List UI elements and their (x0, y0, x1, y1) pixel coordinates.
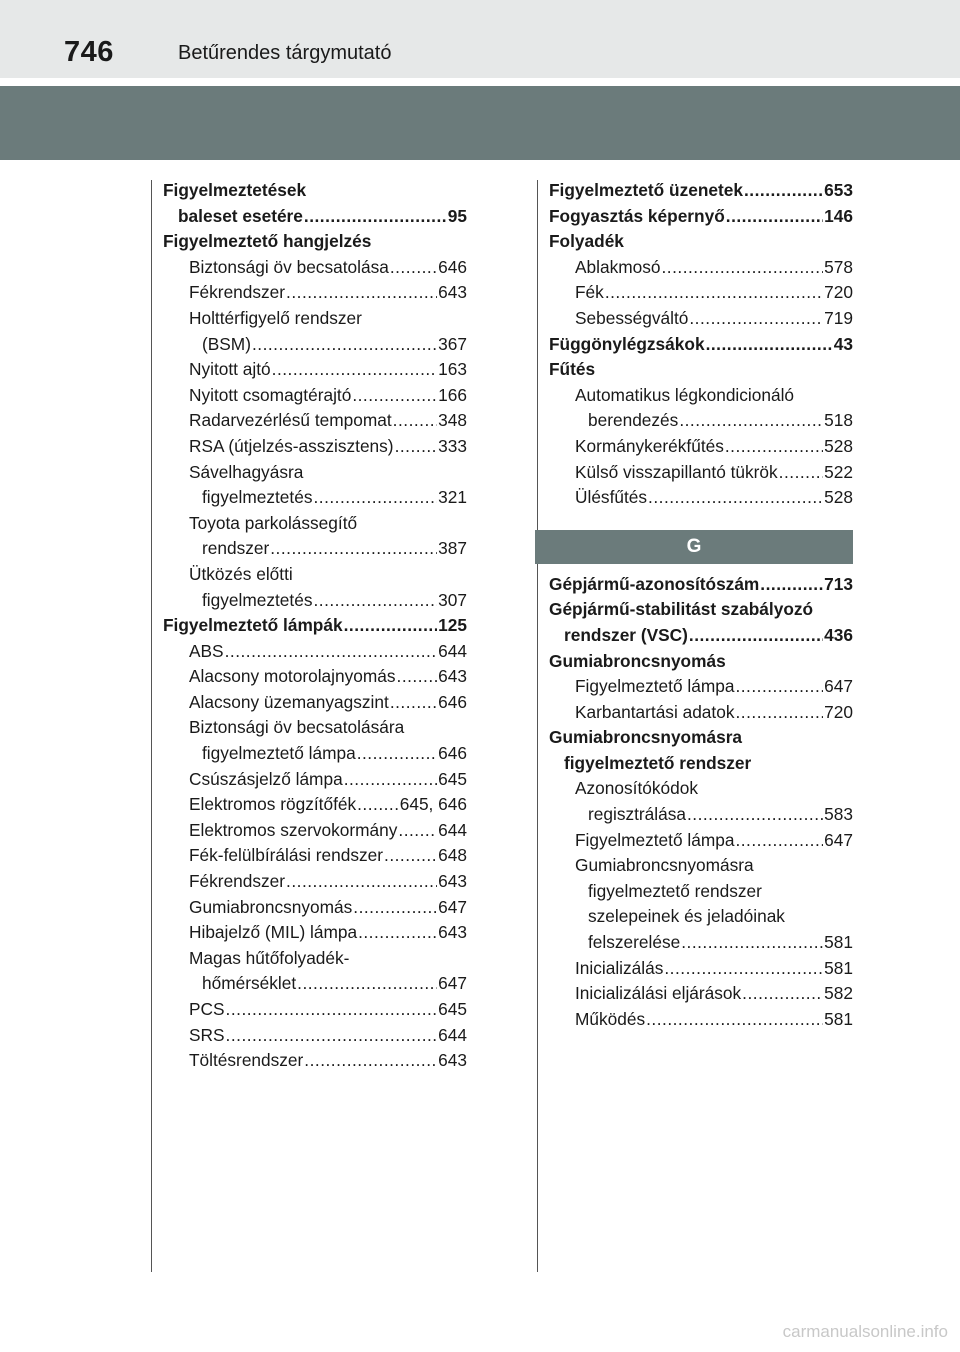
index-entry-term: Magas hűtőfolyadék- (189, 947, 350, 968)
index-entry-page: 578 (824, 256, 853, 277)
index-entry-term: Sebességváltó (575, 307, 689, 328)
index-entry-page: 653 (824, 180, 853, 200)
index-entry (163, 204, 467, 230)
index-entry-page: 95 (447, 205, 467, 226)
index-entry-term: Elektromos szervokormány (189, 819, 398, 840)
dot-leader (646, 1007, 823, 1033)
index-entry-term: Karbantartási adatok (575, 701, 735, 722)
index-entry-term: figyelmeztető rendszer (564, 752, 752, 773)
index-entry-term: Gépjármű-azonosítószám (549, 573, 760, 594)
index-entry-term: Automatikus légkondicionáló (575, 384, 795, 405)
index-entry (163, 588, 467, 614)
index-entry-term: Biztonsági öv becsatolására (189, 717, 405, 738)
index-list-g (549, 572, 853, 1033)
index-entry (163, 971, 467, 997)
index-entry-page: 518 (824, 410, 853, 431)
index-entry (163, 843, 467, 869)
index-entry-term: Sávelhagyásra (189, 461, 304, 482)
index-column-left (163, 178, 467, 1074)
index-entry-term: Figyelmeztetések (163, 180, 307, 200)
dot-leader (304, 1048, 437, 1074)
index-entry (549, 434, 853, 460)
index-entry (549, 178, 853, 204)
dot-leader (390, 255, 437, 281)
index-entry-term: figyelmeztetés (202, 487, 313, 508)
index-entry (549, 674, 853, 700)
index-entry-page: 643 (438, 1050, 467, 1071)
dot-leader (358, 920, 437, 946)
index-entry-term: figyelmeztetés (202, 589, 313, 610)
index-entry-page: 713 (824, 573, 853, 594)
index-entry-term: Gumiabroncsnyomásra (549, 727, 743, 748)
index-entry (549, 357, 853, 383)
index-entry-term: Fogyasztás képernyő (549, 205, 725, 226)
index-entry (163, 1023, 467, 1049)
index-entry (549, 332, 853, 358)
index-entry-page: 643 (438, 282, 467, 303)
dot-leader (304, 204, 447, 230)
index-entry (163, 229, 467, 255)
index-entry-term: Alacsony üzemanyagszint (189, 691, 389, 712)
index-entry-page: 581 (824, 1008, 853, 1029)
index-entry-term: hőmérséklet (202, 973, 297, 994)
index-entry-term: Holttérfigyelő rendszer (189, 307, 362, 328)
dot-leader (706, 332, 833, 358)
dot-leader (286, 280, 437, 306)
index-entry-page: 643 (438, 871, 467, 892)
index-entry-page: 719 (824, 307, 853, 328)
index-entry (549, 408, 853, 434)
index-entry-term: Inicializálási eljárások (575, 983, 742, 1004)
index-entry (163, 178, 467, 204)
index-entry-page: 348 (438, 410, 467, 431)
index-entry (549, 280, 853, 306)
index-entry-page: 647 (824, 829, 853, 850)
index-entry (549, 802, 853, 828)
index-entry-term: baleset esetére (178, 205, 303, 226)
dot-leader (272, 357, 438, 383)
index-entry-term: Ablakmosó (575, 256, 661, 277)
index-entry-page: 522 (824, 461, 853, 482)
dot-leader (779, 460, 823, 486)
dot-leader (225, 639, 438, 665)
section-letter: G (686, 535, 702, 557)
index-entry-term: Töltésrendszer (189, 1050, 304, 1071)
index-entry-page: 581 (824, 932, 853, 953)
dot-leader (735, 674, 823, 700)
index-entry (549, 255, 853, 281)
index-entry-page: 166 (438, 384, 467, 405)
dot-leader (344, 613, 438, 639)
dot-leader (664, 956, 823, 982)
index-entry-term: Ülésfűtés (575, 487, 648, 508)
index-entry (549, 751, 853, 777)
index-entry-term: Figyelmeztető lámpák (163, 615, 343, 636)
dot-leader (726, 204, 823, 230)
index-entry-page: 643 (438, 922, 467, 943)
index-entry (163, 280, 467, 306)
dot-leader (687, 802, 823, 828)
dot-leader (344, 767, 437, 793)
index-entry (549, 956, 853, 982)
index-entry (163, 332, 467, 358)
dot-leader (681, 930, 823, 956)
index-entry-page: 646 (438, 743, 467, 764)
index-entry-page: 645, 646 (399, 794, 467, 815)
index-entry (163, 946, 467, 972)
index-entry-term: Kormánykerékfűtés (575, 435, 724, 456)
index-entry-term: Nyitott csomagtérajtó (189, 384, 352, 405)
index-entry-term: Fűtés (549, 359, 596, 380)
index-entry (163, 664, 467, 690)
index-column-right (549, 178, 853, 1032)
index-entry-term: felszerelése (588, 932, 681, 953)
index-entry-page: 582 (824, 983, 853, 1004)
index-entry (549, 1007, 853, 1033)
index-entry-term: Figyelmeztető lámpa (575, 829, 735, 850)
index-entry (549, 776, 853, 802)
index-entry (549, 853, 853, 879)
index-entry (549, 725, 853, 751)
index-entry-term: figyelmeztető rendszer (588, 880, 762, 901)
index-entry-page: 333 (438, 435, 467, 456)
index-entry-term: Működés (575, 1008, 646, 1029)
index-entry (549, 649, 853, 675)
index-entry-page: 125 (438, 615, 467, 636)
index-entry-term: Inicializálás (575, 957, 664, 978)
index-entry (549, 306, 853, 332)
dot-leader (357, 792, 399, 818)
dot-leader (689, 623, 823, 649)
index-entry-term: Radarvezérlésű tempomat (189, 410, 392, 431)
index-entry-term: Figyelmeztető lámpa (575, 676, 735, 697)
index-entry (163, 792, 467, 818)
index-entry-term: szelepeinek és jeladóinak (588, 906, 785, 927)
dot-leader (605, 280, 823, 306)
index-entry-page: 644 (438, 1024, 467, 1045)
index-entry-term: Nyitott ajtó (189, 359, 271, 380)
index-entry (549, 930, 853, 956)
index-entry-page: 163 (438, 359, 467, 380)
left-column-rule (151, 180, 152, 1272)
index-entry-term: Biztonsági öv becsatolása (189, 256, 389, 277)
index-entry-term: Függönylégzsákok (549, 333, 705, 354)
index-entry-term: Gumiabroncsnyomásra (575, 855, 754, 876)
index-entry-term: (BSM) (202, 333, 251, 354)
dot-leader (353, 895, 437, 921)
index-entry (549, 460, 853, 486)
dot-leader (395, 434, 438, 460)
index-entry (163, 613, 467, 639)
page-title: Betűrendes tárgymutató (178, 42, 392, 64)
index-entry (549, 383, 853, 409)
dot-leader (226, 1023, 438, 1049)
index-entry-term: rendszer (VSC) (564, 624, 688, 645)
index-entry-page: 387 (438, 538, 467, 559)
header-band (0, 0, 960, 78)
index-entry (163, 639, 467, 665)
index-entry-page: 321 (438, 487, 467, 508)
index-entry-term: Fékrendszer (189, 282, 286, 303)
index-entry-term: Folyadék (549, 231, 624, 252)
dot-leader (398, 818, 437, 844)
dot-leader (744, 178, 823, 204)
index-entry (163, 818, 467, 844)
index-entry-term: Hibajelző (MIL) lámpa (189, 922, 358, 943)
index-entry-term: Figyelmeztető hangjelzés (163, 231, 372, 252)
index-entry (549, 204, 853, 230)
index-entry-page: 645 (438, 999, 467, 1019)
page-number: 746 (64, 36, 114, 68)
index-entry (163, 1048, 467, 1074)
index-entry (549, 904, 853, 930)
index-entry-term: Gumiabroncsnyomás (549, 650, 726, 671)
dot-leader (357, 741, 437, 767)
index-entry (163, 690, 467, 716)
index-entry-page: 644 (438, 819, 467, 840)
index-entry-term: Alacsony motorolajnyomás (189, 666, 396, 687)
index-entry (163, 434, 467, 460)
index-entry (549, 229, 853, 255)
index-entry-term: Gumiabroncsnyomás (189, 896, 353, 917)
index-entry (163, 357, 467, 383)
index-entry-page: 647 (438, 896, 467, 917)
index-entry (163, 511, 467, 537)
dot-leader (735, 828, 823, 854)
index-entry (163, 895, 467, 921)
index-entry-term: Elektromos rögzítőfék (189, 794, 357, 815)
dot-leader (760, 572, 823, 598)
index-entry (549, 597, 853, 623)
index-entry-term: Ütközés előtti (189, 563, 293, 584)
index-entry (163, 408, 467, 434)
index-entry-term: Gépjármű-stabilitást szabályozó (549, 599, 814, 620)
index-entry (163, 485, 467, 511)
dot-leader (648, 485, 823, 511)
index-entry-term: berendezés (588, 410, 679, 431)
index-entry-page: 720 (824, 701, 853, 722)
index-entry-term: figyelmeztető lámpa (202, 743, 356, 764)
index-entry-page: 528 (824, 435, 853, 456)
index-entry-term: Fék (575, 282, 604, 303)
index-entry (549, 623, 853, 649)
index-entry (163, 920, 467, 946)
index-entry-page: 648 (438, 845, 467, 866)
watermark-text: carmanualsonline.info (782, 1322, 948, 1341)
header-decor-band (0, 86, 960, 160)
index-entry-term: Csúszásjelző lámpa (189, 768, 343, 789)
index-entry-page: 146 (824, 205, 853, 226)
dot-leader (742, 981, 823, 1007)
index-entry-term: Figyelmeztető üzenetek (549, 180, 743, 200)
dot-leader (397, 664, 438, 690)
dot-leader (393, 408, 437, 434)
dot-leader (286, 869, 437, 895)
index-entry (549, 828, 853, 854)
index-entry-term: ABS (189, 640, 224, 661)
dot-leader (390, 690, 437, 716)
index-entry-page: 643 (438, 666, 467, 687)
index-entry-page: 646 (438, 256, 467, 277)
index-entry-term: Külső visszapillantó tükrök (575, 461, 778, 482)
index-entry (163, 767, 467, 793)
index-entry-page: 307 (438, 589, 467, 610)
right-column-rule (537, 180, 538, 1272)
index-entry-page: 645 (438, 768, 467, 789)
index-entry-term: Toyota parkolássegítő (189, 512, 358, 533)
dot-leader (679, 408, 823, 434)
index-entry-page: 646 (438, 691, 467, 712)
index-entry (163, 741, 467, 767)
dot-leader (313, 588, 437, 614)
index-entry-page: 647 (438, 973, 467, 994)
dot-leader (297, 971, 437, 997)
index-entry (163, 997, 467, 1023)
index-entry-term: RSA (útjelzés-asszisztens) (189, 435, 394, 456)
index-entry-term: PCS (189, 999, 225, 1019)
index-entry-term: Azonosítókódok (575, 778, 698, 799)
index-entry-page: 583 (824, 804, 853, 825)
dot-leader (226, 997, 438, 1023)
dot-leader (270, 536, 437, 562)
index-entry (163, 715, 467, 741)
index-entry-page: 367 (438, 333, 467, 354)
index-entry (549, 485, 853, 511)
dot-leader (352, 383, 437, 409)
dot-leader (384, 843, 437, 869)
index-entry-term: regisztrálása (588, 804, 686, 825)
index-entry (163, 536, 467, 562)
index-entry-page: 436 (824, 624, 853, 645)
footer (0, 1322, 960, 1342)
index-entry-page: 644 (438, 640, 467, 661)
dot-leader (689, 306, 823, 332)
dot-leader (313, 485, 437, 511)
section-header-g (535, 530, 853, 564)
index-entry-term: Fék-felülbírálási rendszer (189, 845, 384, 866)
index-entry-page: 528 (824, 487, 853, 508)
index-entry (163, 306, 467, 332)
index-list-f (549, 178, 853, 511)
index-entry-page: 720 (824, 282, 853, 303)
index-entry (549, 572, 853, 598)
index-entry (163, 383, 467, 409)
index-entry-page: 647 (824, 676, 853, 697)
dot-leader (725, 434, 823, 460)
index-entry (163, 562, 467, 588)
index-entry-term: rendszer (202, 538, 270, 559)
index-entry-term: Fékrendszer (189, 871, 286, 892)
index-entry (163, 869, 467, 895)
index-entry-term: SRS (189, 1024, 225, 1045)
index-entry-page: 581 (824, 957, 853, 978)
index-entry-page: 43 (833, 333, 853, 354)
index-entry (549, 981, 853, 1007)
index-entry (549, 879, 853, 905)
index-entry (163, 255, 467, 281)
dot-leader (735, 700, 823, 726)
dot-leader (662, 255, 824, 281)
index-entry (549, 700, 853, 726)
dot-leader (252, 332, 437, 358)
index-entry (163, 460, 467, 486)
